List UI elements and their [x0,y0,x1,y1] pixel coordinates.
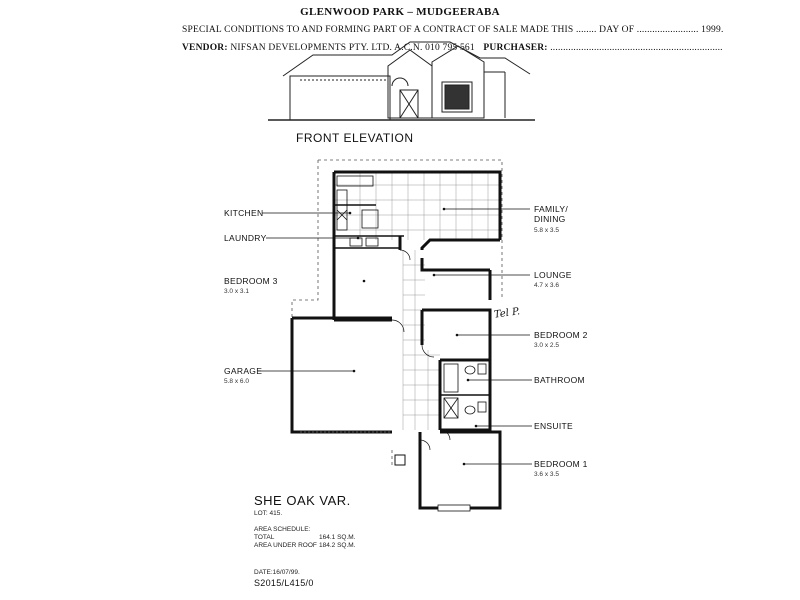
document-title: GLENWOOD PARK – MUDGEERABA [300,6,500,18]
room-size-garage: 5.8 x 6.0 [224,378,249,385]
room-label-bathroom: BATHROOM [534,375,585,385]
handwritten-note: Tel P. [493,306,521,321]
room-size-lounge: 4.7 x 3.6 [534,282,559,289]
room-label-bedroom-1: BEDROOM 1 [534,459,588,469]
area-total-label: TOTAL [254,534,275,541]
lot-number: LOT: 415. [254,510,283,517]
room-size-family-dining: 5.8 x 3.5 [534,227,559,234]
room-label-kitchen: KITCHEN [224,208,264,218]
floor-tile-grid [334,172,500,430]
room-label-bedroom-2: BEDROOM 2 [534,330,588,340]
front-elevation-drawing [268,42,535,120]
area-under-roof-value: 184.2 SQ.M. [319,542,356,549]
elevation-caption: FRONT ELEVATION [296,131,414,145]
purchaser-value: ................................................................... [550,43,723,53]
room-label-bedroom-3: BEDROOM 3 [224,276,278,286]
vendor-label: VENDOR: [182,43,228,53]
drawing-date: DATE:16/07/99. [254,569,300,576]
contract-conditions-line: SPECIAL CONDITIONS TO AND FORMING PART OF A CONTRACT OF SALE MADE THIS ........ DAY OF ........................ 1999. [182,25,724,35]
vendor-value: NIFSAN DEVELOPMENTS PTY. LTD. A.C.N. 010 795 561 [230,43,475,53]
room-label-lounge: LOUNGE [534,270,572,280]
room-size-bedroom-1: 3.6 x 3.5 [534,471,559,478]
drawing-reference: S2015/L415/0 [254,578,314,588]
area-schedule-heading: AREA SCHEDULE: [254,526,311,533]
room-label-ensuite: ENSUITE [534,421,573,431]
room-label-family-dining: FAMILY/ DINING [534,204,569,224]
room-label-garage: GARAGE [224,366,263,376]
model-name: SHE OAK VAR. [254,493,351,508]
area-total-value: 164.1 SQ.M. [319,534,356,541]
room-label-laundry: LAUNDRY [224,233,267,243]
purchaser-label: PURCHASER: [483,43,548,53]
area-under-roof-label: AREA UNDER ROOF [254,542,317,549]
room-size-bedroom-3: 3.0 x 3.1 [224,288,249,295]
room-size-bedroom-2: 3.0 x 2.5 [534,342,559,349]
